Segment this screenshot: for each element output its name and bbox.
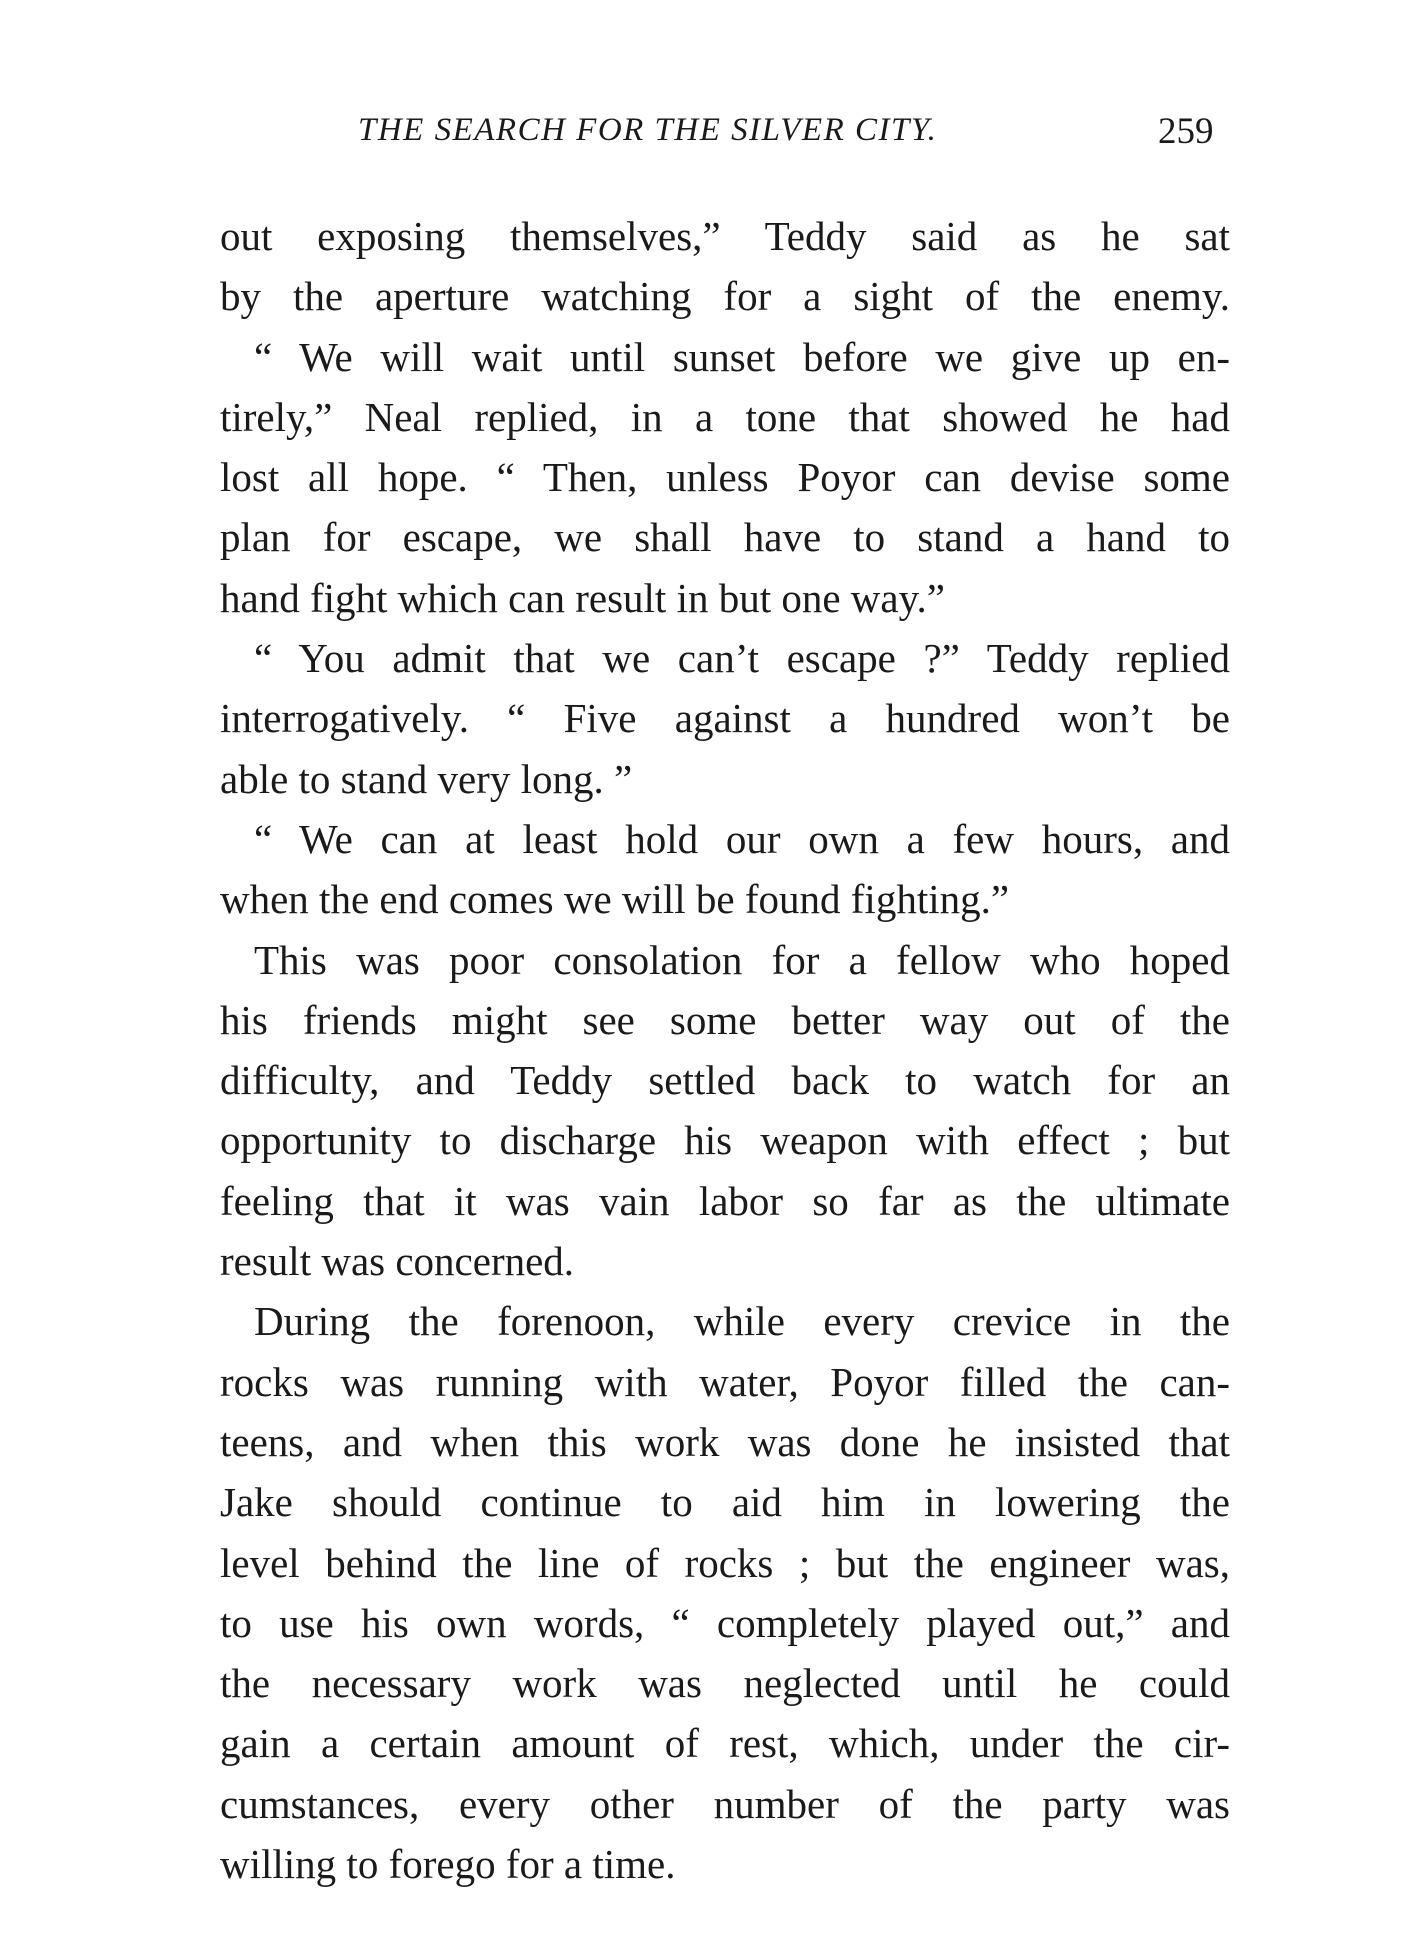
text-line: During the forenoon, while every crevice in the [254,1298,1230,1345]
text-line: able to stand very long. ” [220,755,633,802]
text-line: feeling that it was vain labor so far as the ultimate [220,1177,1230,1224]
text-line: “ We will wait until sunset before we give up en- [254,333,1230,380]
text-line: “ You admit that we can’t escape ?” Teddy replied [254,635,1230,682]
running-title: THE SEARCH FOR THE SILVER CITY. [358,112,938,148]
text-line: opportunity to discharge his weapon with effect ; but [220,1117,1230,1164]
text-line: willing to forego for a time. [220,1841,676,1888]
text-line: interrogatively. “ Five against a hundred won’t be [220,695,1230,742]
text-line: cumstances, every other number of the party was [220,1780,1230,1827]
text-line: Jake should continue to aid him in lowering the [220,1479,1230,1526]
text-line: plan for escape, we shall have to stand a hand to [220,514,1230,561]
text-line: his friends might see some better way out of the [220,996,1230,1043]
body-text [220,206,1230,1894]
text-line: gain a certain amount of rest, which, under the cir- [220,1720,1230,1767]
text-line: level behind the line of rocks ; but the engineer was, [220,1539,1230,1586]
text-line: difficulty, and Teddy settled back to watch for an [220,1057,1230,1104]
text-line: out exposing themselves,” Teddy said as he sat [220,213,1230,259]
text-line: This was poor consolation for a fellow who hoped [254,936,1230,983]
text-line: rocks was running with water, Poyor filled the can- [220,1358,1230,1405]
text-line: “ We can at least hold our own a few hours, and [254,815,1230,862]
text-line: lost all hope. “ Then, unless Poyor can devise some [220,454,1230,501]
text-line: by the aperture watching for a sight of the enemy. [220,273,1230,320]
text-line: the necessary work was neglected until he could [220,1660,1230,1707]
text-line: hand fight which can result in but one way.” [220,574,945,621]
text-line: to use his own words, “ completely played out,” and [220,1599,1230,1646]
text-line: teens, and when this work was done he insisted that [220,1418,1230,1465]
page-number: 259 [1158,111,1214,152]
text-line: tirely,” Neal replied, in a tone that showed he had [220,393,1230,440]
page-header [0,112,1405,172]
text-line: when the end comes we will be found fighting.” [220,876,1010,923]
text-line: result was concerned. [220,1238,575,1285]
